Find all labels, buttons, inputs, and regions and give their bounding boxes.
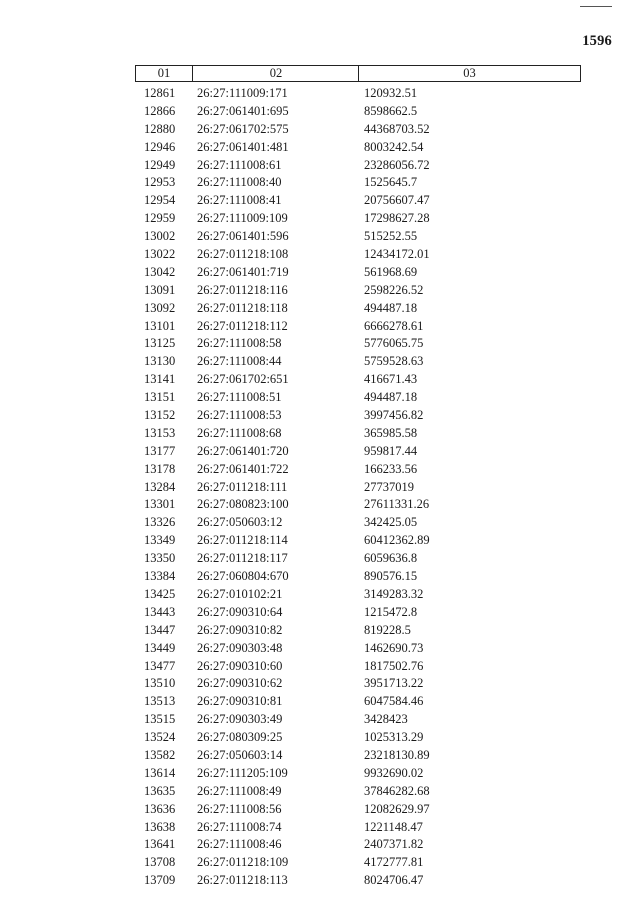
table-row: [135, 85, 581, 103]
row-id-cell: 13091: [144, 282, 176, 297]
table-row: [135, 819, 581, 837]
row-id-cell: 12959: [144, 211, 176, 226]
value-cell: 60412362.89: [364, 533, 430, 548]
value-cell: 1221148.47: [364, 819, 423, 834]
cadastral-number-cell: 26:27:111205:109: [197, 765, 288, 780]
row-id-cell: 12866: [144, 103, 176, 118]
value-cell: 494487.18: [364, 300, 418, 315]
value-cell: 890576.15: [364, 569, 418, 584]
value-cell: 37846282.68: [364, 783, 430, 798]
table-row: [135, 675, 581, 693]
cadastral-number-cell: 26:27:011218:112: [197, 318, 288, 333]
cadastral-number-cell: 26:27:090310:60: [197, 658, 283, 673]
value-cell: 1025313.29: [364, 730, 424, 745]
row-id-cell: 13151: [144, 390, 176, 405]
value-cell: 515252.55: [364, 229, 418, 244]
table-row: [135, 658, 581, 676]
cadastral-number-cell: 26:27:111008:61: [197, 157, 282, 172]
value-cell: 959817.44: [364, 443, 418, 458]
value-cell: 561968.69: [364, 264, 418, 279]
table-row: [135, 121, 581, 139]
value-cell: 6059636.8: [364, 551, 418, 566]
cadastral-number-cell: 26:27:011218:108: [197, 247, 289, 262]
table-row: [135, 693, 581, 711]
value-cell: 44368703.52: [364, 121, 430, 136]
value-cell: 1817502.76: [364, 658, 424, 673]
value-cell: 12082629.97: [364, 801, 430, 816]
value-cell: 2407371.82: [364, 837, 424, 852]
value-cell: 20756607.47: [364, 193, 430, 208]
table-row: [135, 479, 581, 497]
table-row: [135, 514, 581, 532]
value-cell: 416671.43: [364, 372, 418, 387]
value-cell: 8003242.54: [364, 139, 424, 154]
value-cell: 3951713.22: [364, 676, 424, 691]
table-row: [135, 139, 581, 157]
cadastral-number-cell: 26:27:011218:114: [197, 533, 288, 548]
row-id-cell: 13042: [144, 264, 176, 279]
row-id-cell: 13582: [144, 747, 176, 762]
row-id-cell: 13092: [144, 300, 176, 315]
table-row: [135, 282, 581, 300]
value-cell: 27611331.26: [364, 497, 430, 512]
table-row: [135, 496, 581, 514]
cadastral-number-cell: 26:27:111009:171: [197, 86, 288, 100]
row-id-cell: 13449: [144, 640, 176, 655]
table-row: [135, 747, 581, 765]
table-row: [135, 532, 581, 550]
row-id-cell: 13284: [144, 479, 176, 494]
value-cell: 5776065.75: [364, 336, 424, 351]
cadastral-number-cell: 26:27:111008:68: [197, 425, 282, 440]
row-id-cell: 13708: [144, 855, 176, 870]
value-cell: 4172777.81: [364, 855, 424, 870]
value-cell: 23218130.89: [364, 747, 430, 762]
cadastral-number-cell: 26:27:111008:41: [197, 193, 282, 208]
cadastral-number-cell: 26:27:111008:44: [197, 354, 282, 369]
row-id-cell: 13177: [144, 443, 176, 458]
row-id-cell: 13641: [144, 837, 176, 852]
row-id-cell: 13350: [144, 551, 176, 566]
table-row: [135, 854, 581, 872]
cadastral-number-cell: 26:27:111009:109: [197, 211, 288, 226]
cadastral-number-cell: 26:27:090303:49: [197, 712, 283, 727]
value-cell: 120932.51: [364, 86, 418, 100]
table-row: [135, 228, 581, 246]
header-col-01: 01: [157, 66, 171, 80]
cadastral-number-cell: 26:27:080823:100: [197, 497, 289, 512]
cadastral-number-cell: 26:27:090310:81: [197, 694, 283, 709]
table-row: [135, 550, 581, 568]
cadastral-number-cell: 26:27:061401:695: [197, 103, 289, 118]
value-cell: 166233.56: [364, 461, 418, 476]
cadastral-number-cell: 26:27:111008:40: [197, 175, 282, 190]
row-id-cell: 13326: [144, 515, 176, 530]
value-cell: 27737019: [364, 479, 414, 494]
value-cell: 6047584.46: [364, 694, 424, 709]
row-id-cell: 13477: [144, 658, 176, 673]
table-row: [135, 264, 581, 282]
row-id-cell: 12954: [144, 193, 176, 208]
row-id-cell: 13349: [144, 533, 176, 548]
cadastral-number-cell: 26:27:061702:651: [197, 372, 289, 387]
value-cell: 3997456.82: [364, 408, 424, 423]
cadastral-number-cell: 26:27:061401:722: [197, 461, 289, 476]
value-cell: 342425.05: [364, 515, 418, 530]
row-id-cell: 12880: [144, 121, 176, 136]
cadastral-number-cell: 26:27:061401:596: [197, 229, 289, 244]
cadastral-number-cell: 26:27:061401:719: [197, 264, 289, 279]
cadastral-number-cell: 26:27:061401:481: [197, 139, 289, 154]
row-id-cell: 13384: [144, 569, 176, 584]
cadastral-number-cell: 26:27:111008:53: [197, 408, 282, 423]
table-row: [135, 622, 581, 640]
table-row: [135, 246, 581, 264]
cadastral-number-cell: 26:27:060804:670: [197, 569, 289, 584]
value-cell: 2598226.52: [364, 282, 424, 297]
table-row: [135, 586, 581, 604]
row-id-cell: 13636: [144, 801, 176, 816]
cadastral-number-cell: 26:27:061702:575: [197, 121, 289, 136]
table-row: [135, 157, 581, 175]
cadastral-number-cell: 26:27:011218:118: [197, 300, 288, 315]
table-row: [135, 836, 581, 854]
table-row: [135, 407, 581, 425]
table-row: [135, 568, 581, 586]
cadastral-number-cell: 26:27:011218:116: [197, 282, 288, 297]
cadastral-number-cell: 26:27:111008:51: [197, 390, 282, 405]
row-id-cell: 13125: [144, 336, 176, 351]
table-row: [135, 318, 581, 336]
value-cell: 3149283.32: [364, 586, 424, 601]
value-cell: 17298627.28: [364, 211, 430, 226]
table-row: [135, 210, 581, 228]
row-id-cell: 12949: [144, 157, 176, 172]
table-row: [135, 371, 581, 389]
table-row: [135, 192, 581, 210]
table-row: [135, 103, 581, 121]
row-id-cell: 12861: [144, 86, 176, 100]
cadastral-number-cell: 26:27:011218:117: [197, 551, 288, 566]
cadastral-number-cell: 26:27:011218:111: [197, 479, 288, 494]
table-row: [135, 174, 581, 192]
row-id-cell: 13178: [144, 461, 176, 476]
cadastral-number-cell: 26:27:111008:56: [197, 801, 282, 816]
value-cell: 819228.5: [364, 622, 411, 637]
cadastral-number-cell: 26:27:080309:25: [197, 730, 283, 745]
value-cell: 12434172.01: [364, 247, 430, 262]
value-cell: 8024706.47: [364, 873, 424, 888]
cadastral-number-cell: 26:27:111008:74: [197, 819, 282, 834]
row-id-cell: 13447: [144, 622, 176, 637]
table-row: [135, 443, 581, 461]
value-cell: 1462690.73: [364, 640, 424, 655]
cadastral-number-cell: 26:27:090310:62: [197, 676, 283, 691]
table-row: [135, 783, 581, 801]
table-row: [135, 801, 581, 819]
row-id-cell: 13425: [144, 586, 176, 601]
row-id-cell: 13141: [144, 372, 176, 387]
header-col-02: 02: [192, 66, 359, 81]
cadastral-number-cell: 26:27:090310:82: [197, 622, 283, 637]
row-id-cell: 13301: [144, 497, 176, 512]
row-id-cell: 13153: [144, 425, 176, 440]
table-row: [135, 461, 581, 479]
value-cell: 1215472.8: [364, 604, 418, 619]
value-cell: 494487.18: [364, 390, 418, 405]
cadastral-number-cell: 26:27:090303:48: [197, 640, 283, 655]
cadastral-number-cell: 26:27:111008:58: [197, 336, 282, 351]
row-id-cell: 13635: [144, 783, 176, 798]
cadastral-number-cell: 26:27:011218:113: [197, 873, 288, 888]
cadastral-number-cell: 26:27:011218:109: [197, 855, 289, 870]
table-row: [135, 389, 581, 407]
data-table: [135, 65, 581, 890]
table-row: [135, 335, 581, 353]
table-row: [135, 604, 581, 622]
page-number: 1596: [582, 33, 612, 49]
cadastral-number-cell: 26:27:111008:49: [197, 783, 282, 798]
table-row: [135, 765, 581, 783]
value-cell: 23286056.72: [364, 157, 430, 172]
table-row: [135, 729, 581, 747]
value-cell: 8598662.5: [364, 103, 418, 118]
cadastral-number-cell: 26:27:010102:21: [197, 586, 283, 601]
value-cell: 365985.58: [364, 425, 418, 440]
row-id-cell: 13510: [144, 676, 176, 691]
value-cell: 1525645.7: [364, 175, 418, 190]
row-id-cell: 13443: [144, 604, 176, 619]
table-row: [135, 300, 581, 318]
row-id-cell: 13152: [144, 408, 176, 423]
table-row: [135, 872, 581, 890]
table-row: [135, 425, 581, 443]
row-id-cell: 13515: [144, 712, 176, 727]
row-id-cell: 13709: [144, 873, 176, 888]
value-cell: 5759528.63: [364, 354, 424, 369]
table-row: [135, 711, 581, 729]
row-id-cell: 13101: [144, 318, 176, 333]
cadastral-number-cell: 26:27:111008:46: [197, 837, 282, 852]
value-cell: 9932690.02: [364, 765, 424, 780]
row-id-cell: 13022: [144, 247, 176, 262]
table-header: [135, 65, 581, 82]
row-id-cell: 13002: [144, 229, 176, 244]
row-id-cell: 13524: [144, 730, 176, 745]
row-id-cell: 12953: [144, 175, 176, 190]
value-cell: 6666278.61: [364, 318, 424, 333]
header-col-03: 03: [358, 66, 580, 81]
table-body: [135, 85, 581, 890]
row-id-cell: 13130: [144, 354, 176, 369]
row-id-cell: 13638: [144, 819, 176, 834]
top-rule: [580, 6, 612, 7]
table-row: [135, 640, 581, 658]
cadastral-number-cell: 26:27:090310:64: [197, 604, 283, 619]
value-cell: 3428423: [364, 712, 408, 727]
row-id-cell: 13513: [144, 694, 176, 709]
cadastral-number-cell: 26:27:061401:720: [197, 443, 289, 458]
row-id-cell: 13614: [144, 765, 176, 780]
table-row: [135, 353, 581, 371]
cadastral-number-cell: 26:27:050603:12: [197, 515, 283, 530]
row-id-cell: 12946: [144, 139, 176, 154]
cadastral-number-cell: 26:27:050603:14: [197, 747, 283, 762]
